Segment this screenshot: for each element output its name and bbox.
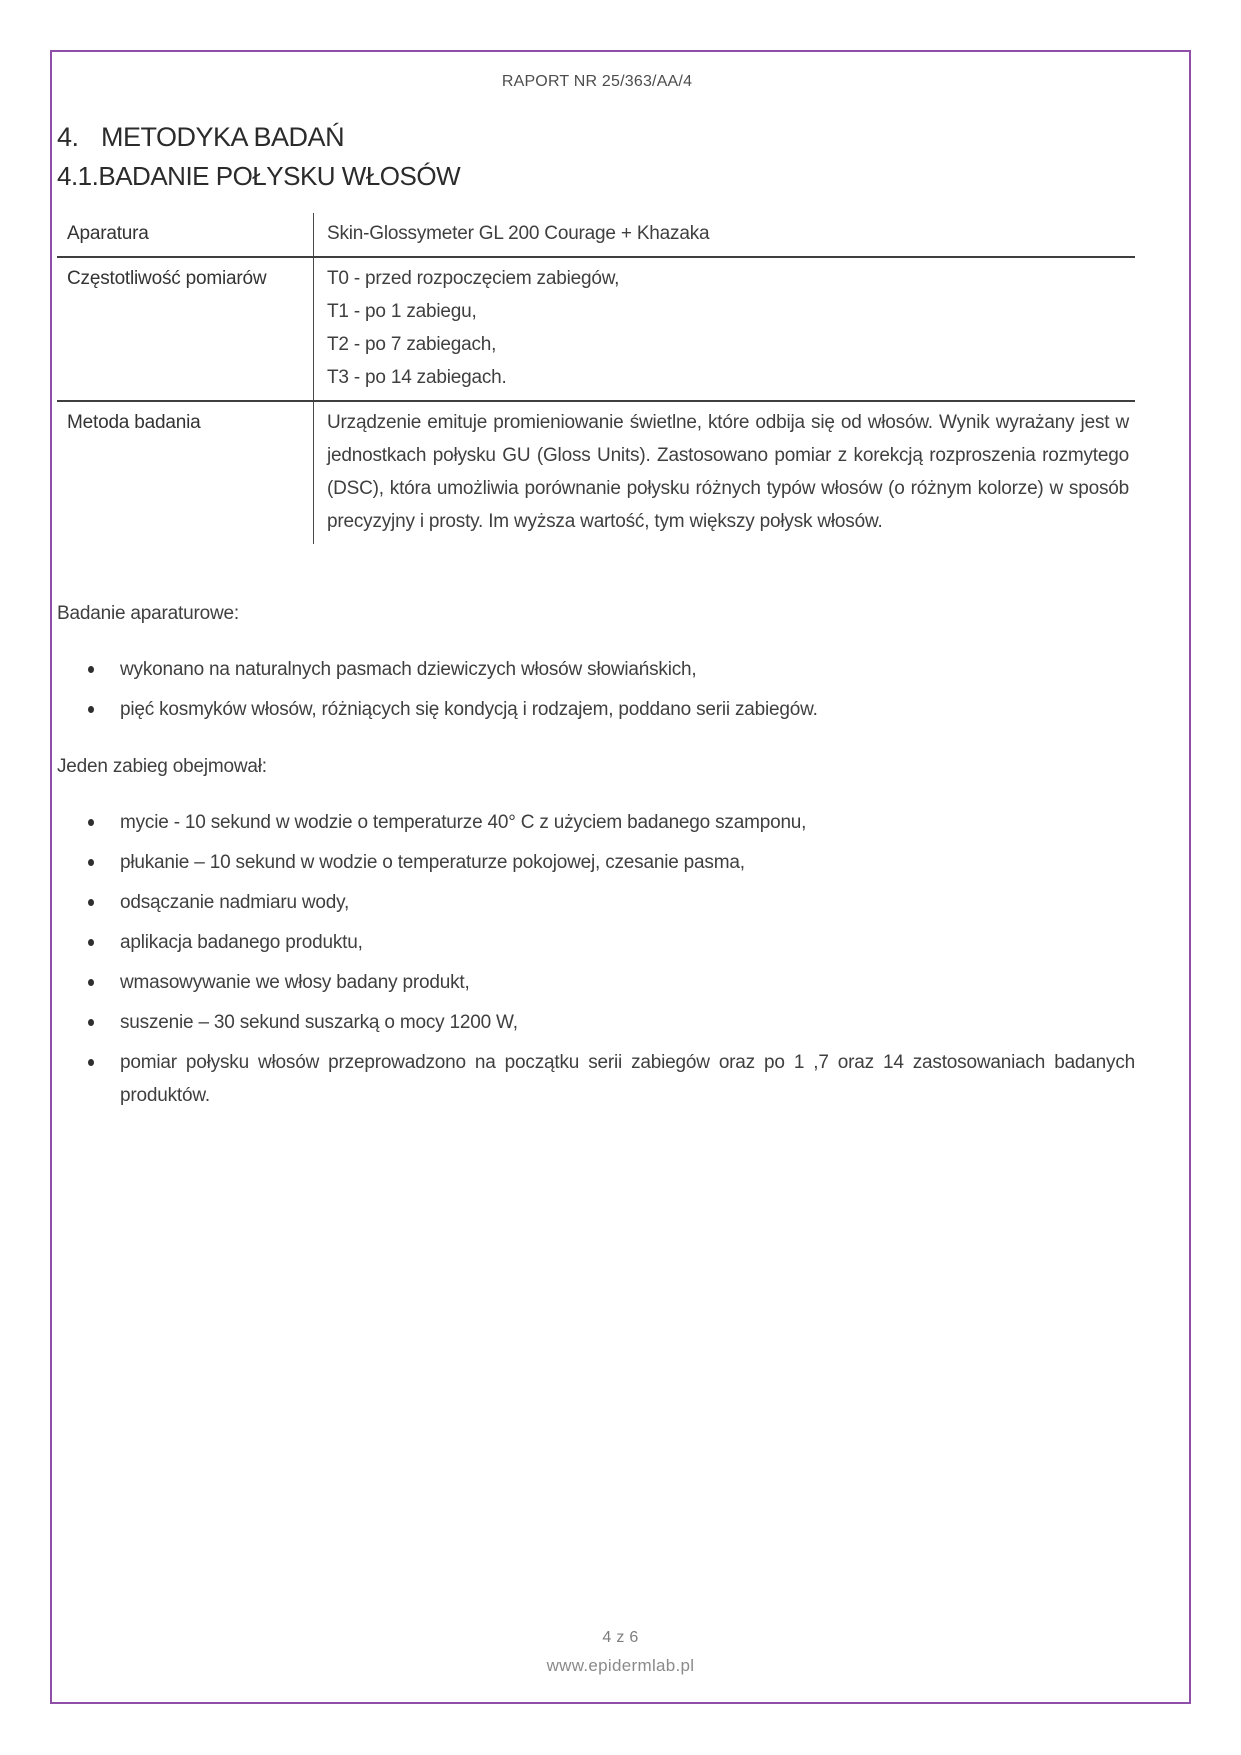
list-item-text: aplikacja badanego produktu, (120, 932, 363, 953)
table-row-czestotliwosc (57, 256, 1135, 400)
row-label: Aparatura (67, 223, 149, 244)
bullet-icon (88, 979, 94, 986)
bullet-icon (88, 1059, 94, 1066)
list-item-text: pięć kosmyków włosów, różniących się kondycją i rodzajem, poddano serii zabiegów. (120, 699, 818, 720)
bullet-icon (88, 899, 94, 906)
list-item (57, 806, 1135, 839)
list-item (57, 1006, 1135, 1039)
apparatus-bullet-list (57, 653, 1135, 726)
page-content (57, 73, 1137, 1112)
apparatus-intro: Badanie aparaturowe: (57, 603, 239, 624)
list-item (57, 926, 1135, 959)
value-line: T3 - po 14 zabiegach. (327, 367, 507, 388)
list-item-text: mycie - 10 sekund w wodzie o temperaturze 40° C z użyciem badanego szamponu, (120, 812, 807, 833)
list-item (57, 653, 1135, 686)
row-value (313, 258, 1135, 400)
row-label: Metoda badania (67, 412, 201, 433)
section-heading (57, 120, 1137, 154)
bullet-icon (88, 666, 94, 673)
section-title: METODYKA BADAŃ (101, 122, 345, 152)
list-item (57, 693, 1135, 726)
website-url: www.epidermlab.pl (546, 1656, 695, 1675)
section-number: 4. (57, 122, 79, 152)
table-row-metoda (57, 400, 1135, 544)
value-line: T1 - po 1 zabiegu, (327, 301, 477, 322)
row-value (313, 402, 1135, 544)
report-page (50, 50, 1191, 1704)
bullet-icon (88, 1019, 94, 1026)
list-item-text: pomiar połysku włosów przeprowadzono na początku serii zabiegów oraz po 1 ,7 oraz 14 zastosowaniach badanych produktów. (120, 1052, 1135, 1106)
list-item-text: odsączanie nadmiaru wody, (120, 892, 350, 913)
list-item (57, 966, 1135, 999)
method-table (57, 213, 1135, 544)
bullet-icon (88, 859, 94, 866)
list-item-text: płukanie – 10 sekund w wodzie o temperaturze pokojowej, czesanie pasma, (120, 852, 745, 873)
page-footer (52, 1629, 1189, 1676)
row-value (313, 213, 1135, 256)
list-item-text: wykonano na naturalnych pasmach dziewiczych włosów słowiańskich, (120, 659, 697, 680)
bullet-icon (88, 819, 94, 826)
table-row-aparatura (57, 213, 1135, 256)
procedure-bullet-list (57, 806, 1135, 1112)
subsection-heading: 4.1.BADANIE POŁYSKU WŁOSÓW (57, 161, 461, 191)
list-item (57, 1046, 1135, 1112)
value-line: T0 - przed rozpoczęciem zabiegów, (327, 268, 620, 289)
value-line: T2 - po 7 zabiegach, (327, 334, 497, 355)
report-header: RAPORT NR 25/363/AA/4 (501, 73, 693, 90)
bullet-icon (88, 706, 94, 713)
row-label: Częstotliwość pomiarów (67, 268, 267, 289)
bullet-icon (88, 939, 94, 946)
list-item-text: suszenie – 30 sekund suszarką o mocy 1200 W, (120, 1012, 518, 1033)
list-item (57, 846, 1135, 879)
list-item (57, 886, 1135, 919)
value-paragraph: Urządzenie emituje promieniowanie świetlne, które odbija się od włosów. Wynik wyrażany jest w jednostkach połysku GU (Gloss Units). Zastosowano pomiar z korekcją rozproszenia rozmytego (DSC), która umożliwia porównanie połysku różnych typów włosów (o różnym kolorze) w sposób precyzyjny i prosty. Im wyższa wartość, tym większy połysk włosów. (327, 412, 1129, 532)
procedure-intro: Jeden zabieg obejmował: (57, 756, 267, 777)
page-number: 4 z 6 (602, 1629, 639, 1646)
list-item-text: wmasowywanie we włosy badany produkt, (120, 972, 470, 993)
value-line: Skin-Glossymeter GL 200 Courage + Khazaka (327, 223, 710, 244)
